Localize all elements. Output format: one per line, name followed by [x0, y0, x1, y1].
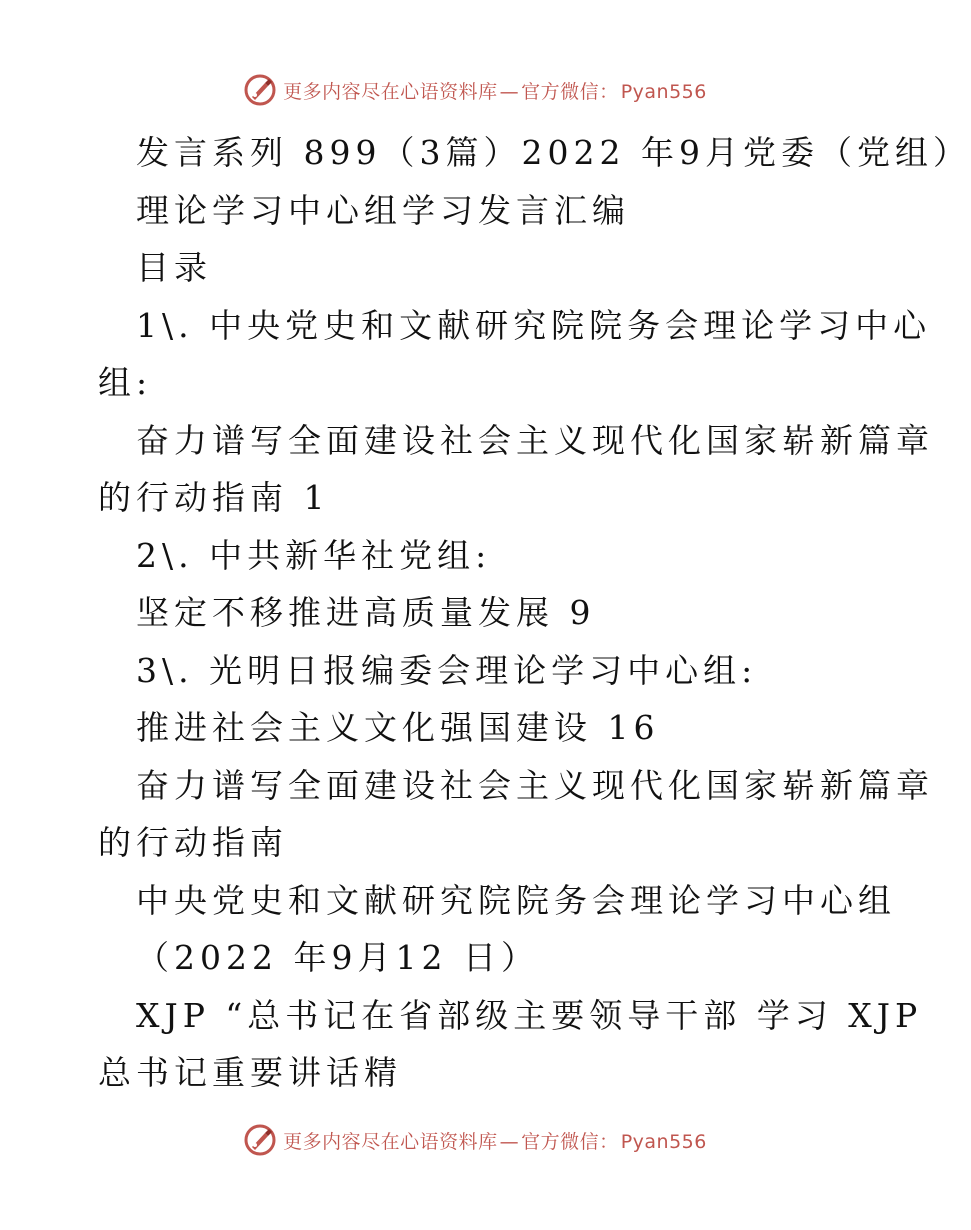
doc-title-line-2: 理论学习中心组学习发言汇编: [136, 190, 630, 230]
article-author: 中央党史和文献研究院院务会理论学习中心组: [136, 880, 896, 920]
toc-heading: 目录: [136, 248, 212, 287]
toc-item-1-org: 1\. 中央党史和文献研究院院务会理论学习中心: [136, 305, 932, 345]
article-paragraph: XJP “总书记在省部级主要领导干部 学习 XJP: [136, 995, 923, 1035]
pen-logo-icon: [243, 1123, 277, 1157]
toc-item-3-org: 3\. 光明日报编委会理论学习中心组:: [136, 650, 758, 690]
toc-item-2-org: 2\. 中共新华社党组:: [136, 535, 492, 575]
header-watermark: [0, 70, 950, 110]
article-title: 奋力谱写全面建设社会主义现代化国家崭新篇章: [136, 765, 934, 805]
watermark-text: 更多内容尽在心语资料库 — 官方微信： Pyan556: [283, 1130, 707, 1153]
footer-watermark: [0, 1120, 950, 1160]
toc-item-1-org-cont: 组:: [98, 363, 153, 402]
pen-logo-icon: [243, 73, 277, 107]
toc-item-1-title-cont: 的行动指南 1: [98, 478, 330, 517]
article-date: （2022 年9月12 日）: [136, 938, 539, 977]
watermark-text: 更多内容尽在心语资料库 — 官方微信： Pyan556: [283, 80, 707, 103]
document-body: [98, 124, 971, 1102]
article-paragraph-cont: 总书记重要讲话精: [98, 1053, 402, 1092]
article-title-cont: 的行动指南: [98, 823, 288, 862]
toc-item-3-title: 推进社会主义文化强国建设 16: [136, 708, 660, 747]
doc-title-line-1: 发言系列 899（3篇）2022 年9月党委（党组）: [136, 133, 971, 172]
toc-item-1-title: 奋力谱写全面建设社会主义现代化国家崭新篇章: [136, 420, 934, 460]
toc-item-2-title: 坚定不移推进高质量发展 9: [136, 593, 596, 632]
